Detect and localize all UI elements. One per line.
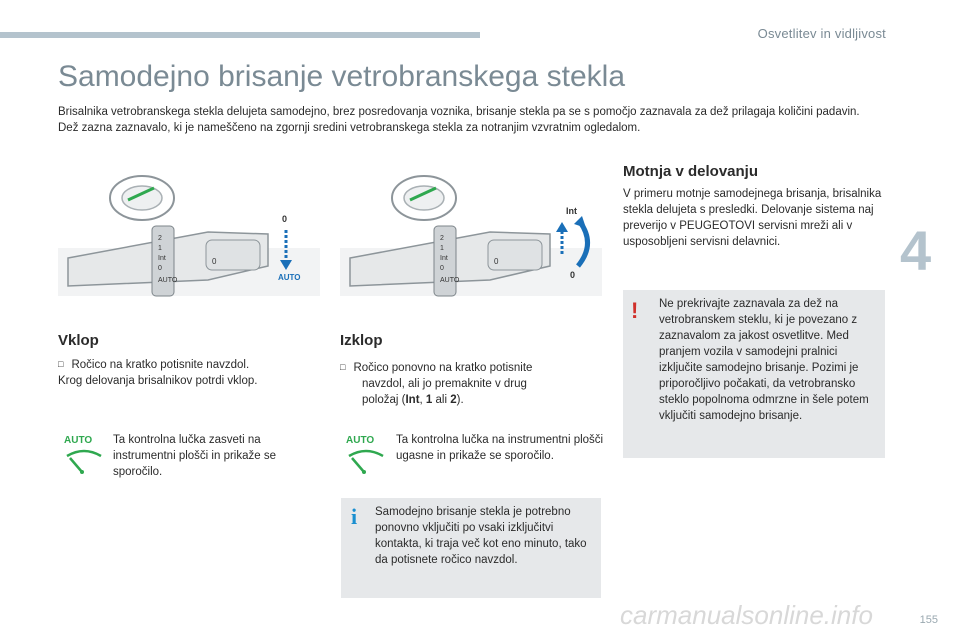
stalk-label: AUTO <box>440 277 460 284</box>
page-number: 155 <box>919 614 938 626</box>
info-box <box>341 498 601 598</box>
warning-box-text: Ne prekrivajte zaznavala za dež na vetrobranskem steklu, ki je povezano z zaznavalom za jakost osvetlitve. Med pranjem vozila v samodejni pralnici izključite samodejno brisanje. Pozimi je priporočljivo počakati, da vetrobransko steklo popolnoma odmrzne in šele potem vključiti samodejno brisanje. <box>659 298 869 422</box>
auto-lamp-label: AUTO <box>346 435 375 446</box>
stalk-label: Int <box>158 255 166 262</box>
header-bar <box>0 32 480 38</box>
vklop-text: Krog delovanja brisalnikov potrdi vklop. <box>58 375 258 387</box>
svg-text:0: 0 <box>212 257 217 266</box>
heading-motnja: Motnja v delovanju <box>623 163 759 180</box>
izklop-bullet-pre: Ročico ponovno na kratko potisnite navzdol, ali jo premaknite v drug položaj ( <box>353 362 533 406</box>
stalk-label: Int <box>440 255 448 262</box>
info-box-text: Samodejno brisanje stekla je potrebno ponovno vključiti po vsaki izključitvi kontakta, ki traja več kot eno minuto, tako da potisnete ročico navzdol. <box>375 506 587 566</box>
position-label-0: 0 <box>282 214 288 224</box>
position-label-int: Int <box>566 206 577 216</box>
section-title: Osvetlitev in vidljivost <box>757 26 886 41</box>
svg-text:0: 0 <box>494 257 499 266</box>
izklop-bullet-post: ). <box>456 394 464 406</box>
watermark: carmanualsonline.info <box>620 600 873 630</box>
vklop-lamp-text: Ta kontrolna lučka zasveti na instrumentni plošči in prikaže se sporočilo. <box>113 434 276 478</box>
stalk-label: 2 <box>158 235 162 242</box>
izklop-sep: ali <box>432 394 451 406</box>
vklop-bullet <box>58 357 308 373</box>
stalk-label: 0 <box>440 265 444 272</box>
warning-icon: ! <box>631 298 639 323</box>
info-icon: i <box>351 504 358 529</box>
stalk-label: AUTO <box>158 277 178 284</box>
izklop-bold-2: 2 <box>450 394 457 406</box>
stalk-label: 1 <box>158 245 162 252</box>
stalk-label: 0 <box>158 265 162 272</box>
auto-wiper-lamp-icon <box>344 432 388 476</box>
motnja-text: V primeru motnje samodejnega brisanja, brisalnika stekla delujeta s presledki. Delovanje sistema naj preverijo v PEUGEOTOVI servisni mreži ali v usposobljeni servisni delavnici. <box>623 188 882 248</box>
izklop-bold-int: Int <box>405 394 420 406</box>
izklop-bold-1: 1 <box>425 394 433 406</box>
position-label-auto: AUTO <box>278 273 301 282</box>
page-title: Samodejno brisanje vetrobranskega stekla <box>58 60 625 93</box>
intro-text <box>58 104 888 136</box>
izklop-sep: , <box>419 394 426 406</box>
stalk-label: 1 <box>440 245 444 252</box>
heading-izklop: Izklop <box>340 332 383 349</box>
wiper-stalk-illustration-off <box>340 170 602 300</box>
position-label-0: 0 <box>570 270 576 280</box>
vklop-bullet-text: Ročico na kratko potisnite navzdol. <box>71 359 250 371</box>
izklop-lamp-text: Ta kontrolna lučka na instrumentni plošči ugasne in prikaže se sporočilo. <box>396 434 604 462</box>
auto-wiper-lamp-icon <box>62 432 106 476</box>
stalk-label: 2 <box>440 235 444 242</box>
warning-box <box>623 290 885 458</box>
izklop-bullet <box>340 360 562 408</box>
wiper-stalk-illustration-on <box>58 170 320 300</box>
intro-paragraph: Brisalnika vetrobranskega stekla delujeta samodejno, brez posredovanja voznika, brisanje stekla pa se s pomočjo zaznavala za dež prilagaja količini padavin. <box>58 106 860 118</box>
heading-vklop: Vklop <box>58 332 99 349</box>
intro-paragraph: Dež zazna zaznavalo, ki je nameščeno na zgornji sredini vetrobranskega stekla za notranjim vzvratnim ogledalom. <box>58 122 641 134</box>
chapter-number: 4 <box>900 219 932 282</box>
auto-lamp-label: AUTO <box>64 435 93 446</box>
